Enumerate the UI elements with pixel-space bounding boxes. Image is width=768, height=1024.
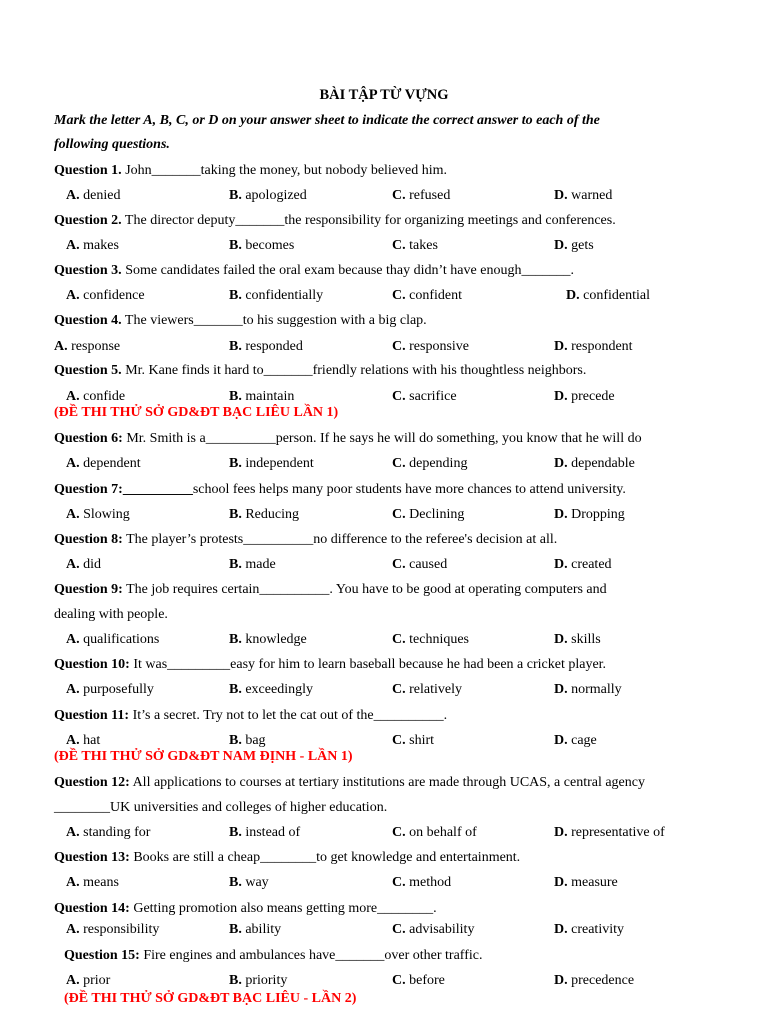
option-d: D. Dropping — [554, 507, 625, 522]
question-text: All applications to courses at tertiary institutions are made through UCAS, a central agency — [129, 775, 645, 790]
question-text: The player’s protests__________no difference to the referee's decision at all. — [122, 532, 558, 547]
option-b: B. instead of — [229, 825, 301, 840]
option-d: D. confidential — [566, 288, 650, 303]
question-label: Question 10: — [54, 657, 130, 672]
option-a: A. confidence — [66, 288, 145, 303]
option-a: A. confide — [66, 389, 126, 404]
question-15 — [64, 947, 482, 965]
option-a: A. responsibility — [66, 922, 160, 937]
page-title: BÀI TẬP TỪ VỰNG — [319, 87, 449, 103]
option-d: D. gets — [554, 238, 594, 253]
option-d: D. precede — [554, 389, 615, 404]
question-11 — [54, 707, 447, 725]
option-a: A. response — [54, 339, 121, 354]
question-10 — [54, 656, 606, 674]
question-label: Question 2. — [54, 213, 122, 228]
option-d: D. normally — [554, 682, 622, 697]
option-a: A. purposefully — [66, 682, 154, 697]
question-text: It’s a secret. Try not to let the cat out of the__________. — [129, 708, 448, 723]
option-c: C. before — [392, 973, 445, 988]
option-c: C. method — [392, 875, 452, 890]
option-d: D. creativity — [554, 922, 624, 937]
question-label: Question 9: — [54, 582, 123, 597]
question-12 — [54, 774, 645, 792]
option-a: A. did — [66, 557, 102, 572]
option-a: A. denied — [66, 188, 121, 203]
question-label: Question 8: — [54, 532, 123, 547]
option-a: A. means — [66, 875, 119, 890]
question-3 — [54, 262, 574, 280]
question-label: Question 14: — [54, 901, 130, 916]
option-b: B. made — [229, 557, 276, 572]
option-c: C. shirt — [392, 733, 435, 748]
option-c: C. sacrifice — [392, 389, 457, 404]
question-12-continued: ________UK universities and colleges of higher education. — [54, 800, 388, 815]
question-14 — [54, 900, 437, 918]
question-label: Question 4. — [54, 313, 122, 328]
source-note: (ĐỀ THI THỬ SỞ GD&ĐT BẠC LIÊU - LẦN 2) — [64, 991, 357, 1006]
question-label: Question 3. — [54, 263, 122, 278]
option-b: B. knowledge — [229, 632, 307, 647]
question-label: Question 7:__________ — [54, 482, 193, 497]
option-c: C. takes — [392, 238, 438, 253]
question-text: The director deputy_______the responsibility for organizing meetings and conferences. — [121, 213, 616, 228]
option-b: B. exceedingly — [229, 682, 313, 697]
option-a: A. prior — [66, 973, 111, 988]
question-text: school fees helps many poor students have more chances to attend university. — [192, 482, 626, 497]
option-c: C. caused — [392, 557, 448, 572]
option-b: B. becomes — [229, 238, 295, 253]
question-label: Question 5. — [54, 363, 122, 378]
question-2 — [54, 212, 616, 230]
option-c: C. refused — [392, 188, 451, 203]
option-c: C. techniques — [392, 632, 469, 647]
option-b: B. way — [229, 875, 269, 890]
question-label: Question 12: — [54, 775, 130, 790]
option-b: B. bag — [229, 733, 266, 748]
option-d: D. respondent — [554, 339, 633, 354]
option-b: B. priority — [229, 973, 288, 988]
option-b: B. maintain — [229, 389, 295, 404]
question-text: Fire engines and ambulances have_______over other traffic. — [139, 948, 483, 963]
question-text: The job requires certain__________. You have to be good at operating computers and — [122, 582, 607, 597]
question-label: Question 11: — [54, 708, 130, 723]
option-c: C. depending — [392, 456, 468, 471]
option-a: A. makes — [66, 238, 119, 253]
question-5 — [54, 362, 586, 380]
question-9 — [54, 581, 607, 599]
option-c: C. confident — [392, 288, 462, 303]
option-a: A. dependent — [66, 456, 141, 471]
instruction-line-2: following questions. — [54, 137, 170, 152]
question-4 — [54, 312, 427, 330]
question-7 — [54, 481, 626, 499]
question-text: The viewers_______to his suggestion with a big clap. — [121, 313, 427, 328]
option-b: B. responded — [229, 339, 303, 354]
question-label: Question 1. — [54, 163, 122, 178]
question-text: Getting promotion also means getting more________. — [129, 901, 437, 916]
option-d: D. precedence — [554, 973, 635, 988]
instruction-line-1: Mark the letter A, B, C, or D on your answer sheet to indicate the correct answer to each of the — [54, 113, 600, 128]
option-d: D. measure — [554, 875, 618, 890]
question-text: Mr. Kane finds it hard to_______friendly relations with his thoughtless neighbors. — [121, 363, 587, 378]
question-label: Question 6: — [54, 431, 123, 446]
question-text: Mr. Smith is a__________person. If he says he will do something, you know that he will do — [122, 431, 642, 446]
question-6 — [54, 430, 642, 448]
option-b: B. ability — [229, 922, 282, 937]
option-d: D. warned — [554, 188, 613, 203]
option-c: C. Declining — [392, 507, 465, 522]
question-label: Question 13: — [54, 850, 130, 865]
question-label: Question 15: — [64, 948, 140, 963]
option-a: A. standing for — [66, 825, 151, 840]
option-c: C. responsive — [392, 339, 470, 354]
option-b: B. confidentially — [229, 288, 324, 303]
question-1 — [54, 162, 447, 180]
question-13 — [54, 849, 520, 867]
option-d: D. cage — [554, 733, 597, 748]
option-d: D. representative of — [554, 825, 665, 840]
option-a: A. qualifications — [66, 632, 160, 647]
question-9-continued: dealing with people. — [54, 607, 168, 622]
option-d: D. skills — [554, 632, 601, 647]
option-b: B. independent — [229, 456, 314, 471]
option-d: D. created — [554, 557, 612, 572]
source-note: (ĐỀ THI THỬ SỞ GD&ĐT NAM ĐỊNH - LẦN 1) — [54, 749, 353, 764]
option-c: C. advisability — [392, 922, 475, 937]
option-b: B. Reducing — [229, 507, 299, 522]
option-b: B. apologized — [229, 188, 307, 203]
question-text: John_______taking the money, but nobody believed him. — [121, 163, 448, 178]
option-a: A. hat — [66, 733, 101, 748]
option-c: C. on behalf of — [392, 825, 477, 840]
option-c: C. relatively — [392, 682, 462, 697]
source-note: (ĐỀ THI THỬ SỞ GD&ĐT BẠC LIÊU LẦN 1) — [54, 405, 339, 420]
option-d: D. dependable — [554, 456, 635, 471]
question-text: Some candidates failed the oral exam because thay didn’t have enough_______. — [121, 263, 574, 278]
question-text: It was_________easy for him to learn baseball because he had been a cricket player. — [129, 657, 607, 672]
option-a: A. Slowing — [66, 507, 130, 522]
question-8 — [54, 531, 557, 549]
question-text: Books are still a cheap________to get knowledge and entertainment. — [129, 850, 521, 865]
